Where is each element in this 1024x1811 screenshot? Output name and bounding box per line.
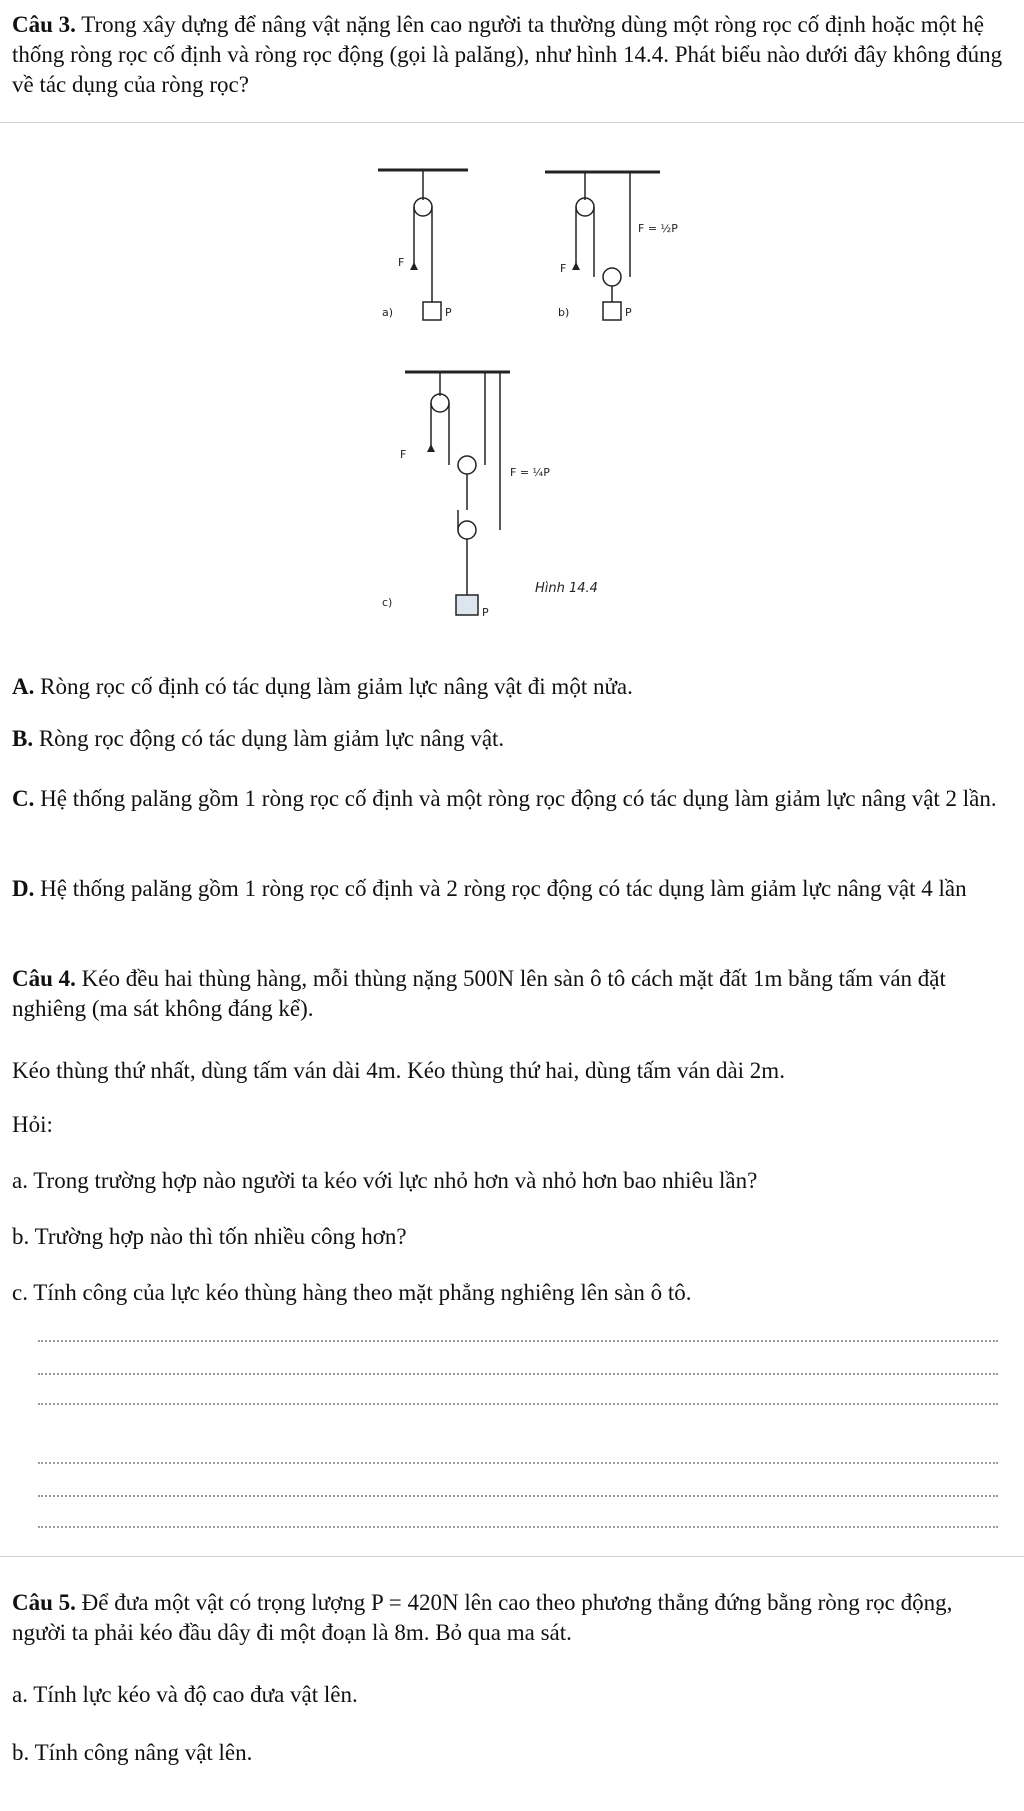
weight-label-a: P <box>445 306 452 319</box>
q4-part-c: c. Tính công của lực kéo thùng hàng theo mặt phẳng nghiêng lên sàn ô tô. <box>12 1280 692 1305</box>
q4-text: Kéo đều hai thùng hàng, mỗi thùng nặng 500N lên sàn ô tô cách mặt đất 1m bằng tấm ván đặt nghiêng (ma sát không đáng kể). <box>12 966 946 1021</box>
section-divider <box>0 1556 1024 1557</box>
option-label: A. <box>12 674 35 699</box>
weight-b <box>603 302 621 320</box>
movable-pulley-c1 <box>458 456 476 474</box>
weight-label-b: P <box>625 306 632 319</box>
answer-line <box>38 1495 998 1497</box>
q4-label: Câu 4. <box>12 966 76 991</box>
option-text: Hệ thống palăng gồm 1 ròng rọc cố định và một ròng rọc động có tác dụng làm giảm lực nâng vật 2 lần. <box>40 786 997 811</box>
movable-pulley-c2 <box>458 521 476 539</box>
weight-a <box>423 302 441 320</box>
fixed-pulley-b <box>576 198 594 216</box>
fixed-pulley-c <box>431 394 449 412</box>
answer-line <box>38 1403 998 1405</box>
q4-stem <box>12 964 1010 1024</box>
q4-ask: Hỏi: <box>12 1112 53 1137</box>
option-label: D. <box>12 876 35 901</box>
force-eq-c: F = ¼P <box>510 466 550 479</box>
option-text: Ròng rọc động có tác dụng làm giảm lực nâng vật. <box>38 726 505 751</box>
weight-c <box>456 595 478 615</box>
q5-label: Câu 5. <box>12 1590 76 1615</box>
q3-stem <box>12 10 1010 100</box>
movable-pulley-b <box>603 268 621 286</box>
force-label-b: F <box>560 262 567 275</box>
label-c: c) <box>382 596 393 609</box>
answer-line <box>38 1462 998 1464</box>
q3-label: Câu 3. <box>12 12 76 37</box>
q3-option-c <box>12 784 1010 814</box>
figure-caption: Hình 14.4 <box>535 581 598 596</box>
answer-line <box>38 1373 998 1375</box>
fixed-pulley-a <box>414 198 432 216</box>
q4-part-b: b. Trường hợp nào thì tốn nhiều công hơn? <box>12 1224 407 1249</box>
pulley-figure <box>360 150 680 630</box>
q3-option-b <box>12 724 1010 754</box>
label-a: a) <box>382 306 394 319</box>
option-label: C. <box>12 786 35 811</box>
answer-line <box>38 1526 998 1528</box>
q4-text2: Kéo thùng thứ nhất, dùng tấm ván dài 4m. Kéo thùng thứ hai, dùng tấm ván dài 2m. <box>12 1058 785 1083</box>
q5-part-b: b. Tính công nâng vật lên. <box>12 1740 253 1765</box>
option-text: Hệ thống palăng gồm 1 ròng rọc cố định và 2 ròng rọc động có tác dụng làm giảm lực nâng vật 4 lần <box>40 876 967 901</box>
weight-label-c: P <box>482 606 489 619</box>
q3-option-a <box>12 672 1010 702</box>
q4-part-a: a. Trong trường hợp nào người ta kéo với lực nhỏ hơn và nhỏ hơn bao nhiêu lần? <box>12 1168 758 1193</box>
q5-part-a: a. Tính lực kéo và độ cao đưa vật lên. <box>12 1682 358 1707</box>
answer-line <box>38 1340 998 1342</box>
q5-stem <box>12 1588 1010 1648</box>
q3-option-d <box>12 874 1010 904</box>
label-b: b) <box>558 306 570 319</box>
option-label: B. <box>12 726 34 751</box>
force-label-c: F <box>400 448 407 461</box>
force-eq-b: F = ½P <box>638 222 678 235</box>
option-text: Ròng rọc cố định có tác dụng làm giảm lực nâng vật đi một nửa. <box>40 674 633 699</box>
section-divider <box>0 122 1024 123</box>
force-label-a: F <box>398 256 405 269</box>
q5-text: Để đưa một vật có trọng lượng P = 420N lên cao theo phương thẳng đứng bằng ròng rọc động, người ta phải kéo đầu dây đi một đoạn là 8m. Bỏ qua ma sát. <box>12 1590 953 1645</box>
q3-text: Trong xây dựng để nâng vật nặng lên cao người ta thường dùng một ròng rọc cố định hoặc một hệ thống ròng rọc cố định và ròng rọc động (gọi là palăng), như hình 14.4. Phát biểu nào dưới đây không đúng về tác dụng của ròng rọc? <box>12 12 1003 97</box>
